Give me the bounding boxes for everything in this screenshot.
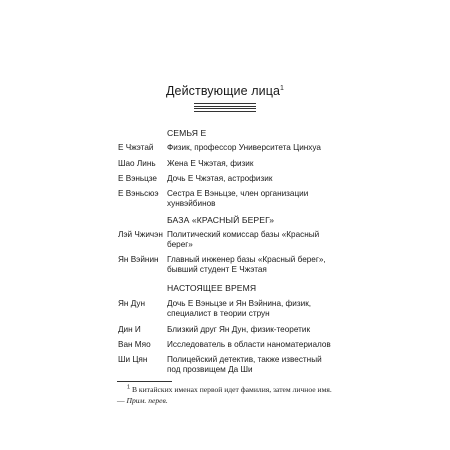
character-name: Е Вэньцзе: [118, 174, 157, 183]
section-heading-present: НАСТОЯЩЕЕ ВРЕМЯ: [167, 283, 257, 293]
character-description: Близкий друг Ян Дун, физик-теоретик: [167, 325, 311, 334]
footnote-rule: [117, 381, 172, 382]
character-name: Ян Дун: [118, 299, 146, 308]
character-description: Жена Е Чжэтая, физик: [167, 159, 254, 168]
character-name: Лэй Чжичэн: [118, 230, 163, 239]
character-name: Ван Мяо: [118, 340, 151, 349]
character-description: Исследователь в области наноматериалов: [167, 340, 331, 349]
character-description: Сестра Е Вэньцзе, член организации хунвэйбинов: [167, 189, 309, 208]
section-heading-family: СЕМЬЯ Е: [167, 128, 207, 138]
footnote-marker: 1: [127, 384, 131, 391]
character-name: Ян Вэйнин: [118, 255, 159, 264]
character-name: Шао Линь: [118, 159, 156, 168]
character-description: Главный инженер базы «Красный берег», бывший студент Е Чжэтая: [167, 255, 326, 274]
footnote-reference: 1: [280, 84, 285, 92]
title-rule-4: [194, 111, 256, 112]
character-name: Дин И: [118, 325, 141, 334]
character-description: Дочь Е Чжэтая, астрофизик: [167, 174, 273, 183]
character-name: Е Вэньсюэ: [118, 189, 159, 198]
section-heading-red-coast: БАЗА «КРАСНЫЙ БЕРЕГ»: [167, 215, 275, 225]
title-rule-3: [194, 108, 256, 109]
character-description: Полицейский детектив, также известный под прозвищем Да Ши: [167, 355, 322, 374]
character-description: Дочь Е Вэньцзе и Ян Вэйнина, физик, специалист в теории струн: [167, 299, 312, 318]
character-name: Ши Цян: [118, 355, 148, 364]
page-title: [0, 84, 450, 98]
footnote-text: В китайских именах первой идет фамилия, затем личное имя. —: [117, 385, 332, 405]
title-rule-2: [194, 106, 256, 107]
page-title-text: Действующие лица: [165, 84, 281, 98]
character-description: Политический комиссар базы «Красный берег»: [167, 230, 320, 249]
character-name: Е Чжэтай: [118, 143, 154, 152]
footnote: [117, 385, 332, 406]
title-rule-1: [194, 103, 256, 104]
footnote-note: Прим. перев.: [126, 395, 168, 405]
character-description: Физик, профессор Университета Цинхуа: [167, 143, 321, 152]
